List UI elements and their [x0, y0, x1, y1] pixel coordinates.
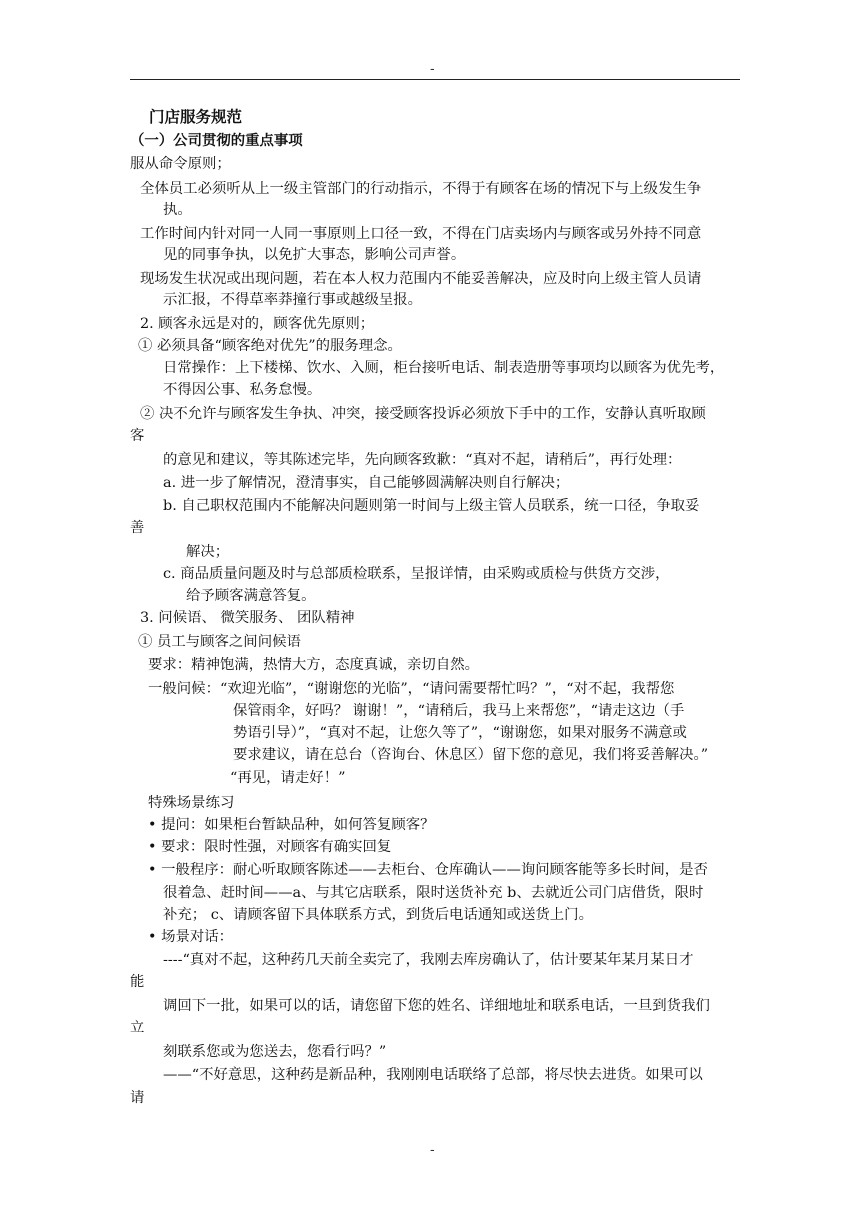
body-line: 工作时间内针对同一人同一事原则上口径一致，不得在门店卖场内与顾客或另外持不同意: [140, 226, 702, 242]
section-heading: （一）公司贯彻的重点事项: [130, 133, 303, 149]
body-line: 能: [130, 974, 145, 990]
body-line: 补充； c、请顾客留下具体联系方式，到货后电话通知或送货上门。: [163, 907, 593, 923]
body-line: 很着急、赶时间——a、与其它店联系，限时送货补充 b、去就近公司门店借货，限时: [163, 885, 704, 901]
body-line: 刻联系您或为您送去，您看行吗？”: [163, 1044, 387, 1060]
body-line: • 场景对话：: [148, 929, 234, 945]
body-line: c. 商品质量问题及时与总部质检联系，呈报详情，由采购或质检与供货方交涉，: [163, 566, 670, 582]
body-line: 执。: [163, 202, 192, 218]
body-line: a. 进一步了解情况，澄清事实，自己能够圆满解决则自行解决；: [163, 475, 570, 491]
body-line: 给予顾客满意答复。: [186, 588, 316, 604]
body-line: • 提问：如果柜台暂缺品种，如何答复顾客？: [148, 817, 435, 833]
body-line: ① 必须具备“顾客绝对优先”的服务理念。: [138, 338, 402, 354]
body-line: ----“真对不起，这种药几天前全卖完了，我刚去库房确认了，估计要某年某月某日才: [163, 952, 694, 968]
body-line: 保管雨伞，好吗？ 谢谢！”，“请稍后，我马上来帮您”，“请走这边（手: [233, 703, 685, 719]
header-dash: -: [430, 62, 435, 77]
body-line: 现场发生状况或出现问题，若在本人权力范围内不能妥善解决，应及时向上级主管人员请: [140, 271, 702, 287]
body-line: • 要求：限时性强，对顾客有确实回复: [148, 839, 392, 855]
body-line: 善: [130, 520, 145, 536]
body-line: 的意见和建议，等其陈述完毕，先向顾客致歉：“真对不起，请稍后”，再行处理：: [163, 452, 682, 468]
body-line: ① 员工与顾客之间问候语: [138, 634, 301, 650]
body-line: 客: [130, 428, 145, 444]
body-line: ② 决不允许与顾客发生争执、冲突，接受顾客投诉必须放下手中的工作，安静认真听取顾: [140, 406, 706, 422]
header-rule: [130, 79, 740, 80]
body-line: 不得因公事、私务怠慢。: [163, 382, 322, 398]
body-line: ——“不好意思，这种药是新品种，我刚刚电话联络了总部，将尽快去进货。如果可以: [163, 1067, 703, 1083]
body-line: 日常操作：上下楼梯、饮水、入厕，柜台接听电话、制表造册等事项均以顾客为优先考，: [163, 360, 725, 376]
body-line: “再见，请走好！”: [230, 770, 346, 786]
body-line: 示汇报，不得草率莽撞行事或越级呈报。: [163, 292, 423, 308]
body-line: 解决；: [186, 544, 230, 560]
footer-dash: -: [430, 1143, 435, 1158]
body-line: 2. 顾客永远是对的，顾客优先原则；: [140, 316, 375, 332]
body-line: 请: [130, 1090, 145, 1106]
body-line: 一般问候：“欢迎光临”，“谢谢您的光临”，“请问需要帮忙吗？”，“对不起，我帮您: [148, 681, 675, 697]
body-line: 见的同事争执，以免扩大事态，影响公司声誉。: [163, 247, 466, 263]
body-line: 调回下一批，如果可以的话，请您留下您的姓名、详细地址和联系电话，一旦到货我们: [163, 998, 710, 1014]
body-line: 特殊场景练习: [148, 795, 235, 811]
body-line: 立: [130, 1020, 145, 1036]
body-line: 要求建议，请在总台（咨询台、休息区）留下您的意见，我们将妥善解决。”: [233, 747, 709, 763]
body-line: 服从命令原则；: [130, 156, 231, 172]
document-title: 门店服务规范: [149, 108, 243, 126]
body-line: 3. 问候语、 微笑服务、 团队精神: [140, 610, 355, 626]
body-line: b. 自己职权范围内不能解决问题则第一时间与上级主管人员联系，统一口径，争取妥: [163, 498, 700, 514]
body-line: 要求：精神饱满，热情大方，态度真诚，亲切自然。: [148, 657, 479, 673]
body-line: • 一般程序：耐心听取顾客陈述——去柜台、仓库确认——询问顾客能等多长时间，是否: [148, 862, 708, 878]
body-line: 势语引导）”，“真对不起，让您久等了”，“谢谢您，如果对服务不满意或: [233, 725, 687, 741]
body-line: 全体员工必须听从上一级主管部门的行动指示，不得于有顾客在场的情况下与上级发生争: [140, 181, 702, 197]
